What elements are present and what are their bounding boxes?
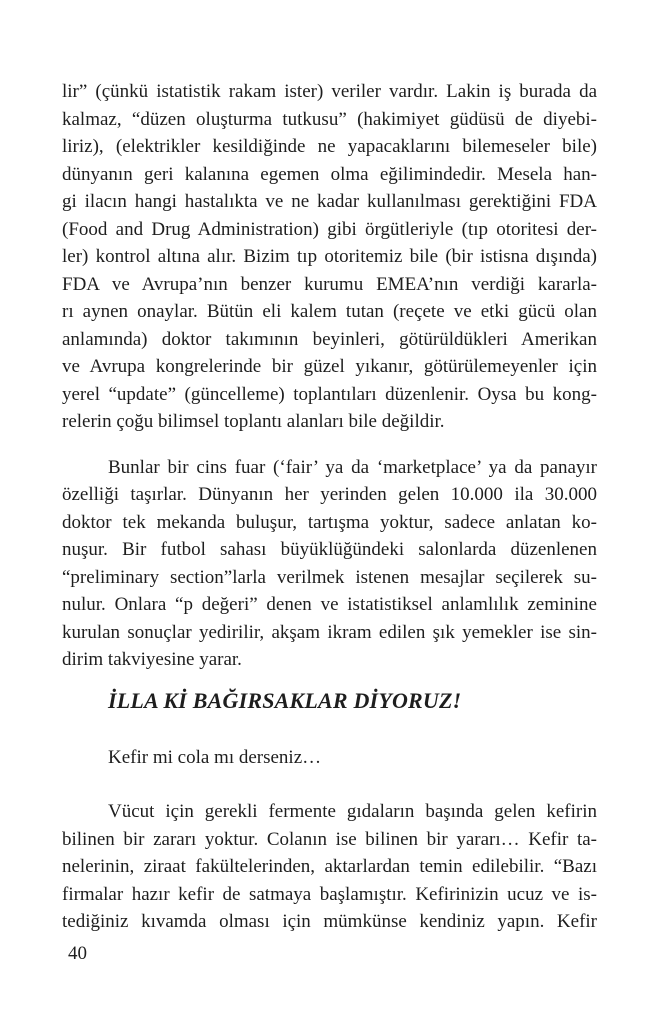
text-line: bilinen bir zararı yoktur. Colanın ise bilinen bir yararı… Kefir ta- [62, 828, 597, 850]
text-line: lir” (çünkü istatistik rakam ister) veriler vardır. Lakin iş burada da [62, 81, 597, 102]
text-line: rı aynen onaylar. Bütün eli kalem tutan (reçete ve etki gücü olan [62, 301, 597, 322]
text-line: Vücut için gerekli fermente gıdaların başında gelen kefirin [108, 801, 597, 822]
text-line: FDA ve Avrupa’nın benzer kurumu EMEA’nın verdiği kararla- [62, 273, 597, 295]
text-line: (Food and Drug Administration) gibi örgütleriyle (tıp otoritesi der- [62, 218, 597, 240]
text-line: firmalar hazır kefir de satmaya başlamıştır. Kefirinizin ucuz ve is- [62, 883, 597, 905]
text-line: nelerinin, ziraat fakültelerinden, aktarlardan temin edilebilir. “Bazı [62, 856, 597, 877]
text-line: dirim takviyesine yarar. [62, 649, 242, 670]
text-column [62, 78, 597, 936]
text-line: relerin çoğu bilimsel toplantı alanları bile değildir. [62, 411, 445, 432]
text-line: kurulan sonuçlar yedirilir, akşam ikram edilen şık yemekler ise sin- [62, 621, 597, 643]
text-line: Kefir mi cola mı derseniz… [108, 746, 322, 768]
paragraph [62, 454, 597, 674]
section-heading: İLLA Kİ BAĞIRSAKLAR DİYORUZ! [108, 687, 462, 713]
text-line: özelliği taşırlar. Dünyanın her yerinden gelen 10.000 ila 30.000 [62, 484, 597, 505]
text-line: nulur. Onlara “p değeri” denen ve istatistiksel anlamlılık zeminine [62, 594, 597, 615]
paragraph [62, 78, 597, 436]
text-line: kalmaz, “düzen oluşturma tutkusu” (hakimiyet güdüsü de diyebi- [62, 108, 597, 130]
text-line: anlamında) doktor takımının beyinleri, götürüldükleri Amerikan [62, 328, 597, 350]
text-line: dünyanın geri kalanına egemen olma eğilimindedir. Mesela han- [62, 163, 597, 185]
text-line: tediğiniz kıvamda olması için mümkünse kendiniz yapın. Kefir [62, 911, 597, 932]
paragraph [62, 744, 597, 772]
text-line: ve Avrupa kongrelerinde bir güzel yıkanır, götürülemeyenler için [62, 356, 597, 377]
text-line: Bunlar bir cins fuar (‘fair’ ya da ‘marketplace’ ya da panayır [108, 456, 597, 478]
text-line: nuşur. Bir futbol sahası büyüklüğündeki salonlarda düzenlenen [62, 539, 597, 560]
text-line: gi ilacın hangi hastalıkta ve ne kadar kullanılması gerektiğini FDA [62, 191, 597, 212]
text-line: yerel “update” (güncelleme) toplantıları düzenlenir. Oysa bu kong- [62, 383, 597, 405]
page-number: 40 [68, 943, 87, 964]
text-line: liriz), (elektrikler kesildiğinde ne yapacaklarını bilemeseler bile) [62, 136, 597, 157]
text-line: ler) kontrol altına alır. Bizim tıp otoritemiz bile (bir istisna dışında) [62, 246, 597, 267]
text-line: doktor tek mekanda buluşur, tartışma yoktur, sadece anlatan ko- [62, 511, 597, 533]
paragraph [62, 798, 597, 936]
text-line: “preliminary section”larla verilmek istenen mesajlar seçilerek su- [62, 566, 597, 588]
